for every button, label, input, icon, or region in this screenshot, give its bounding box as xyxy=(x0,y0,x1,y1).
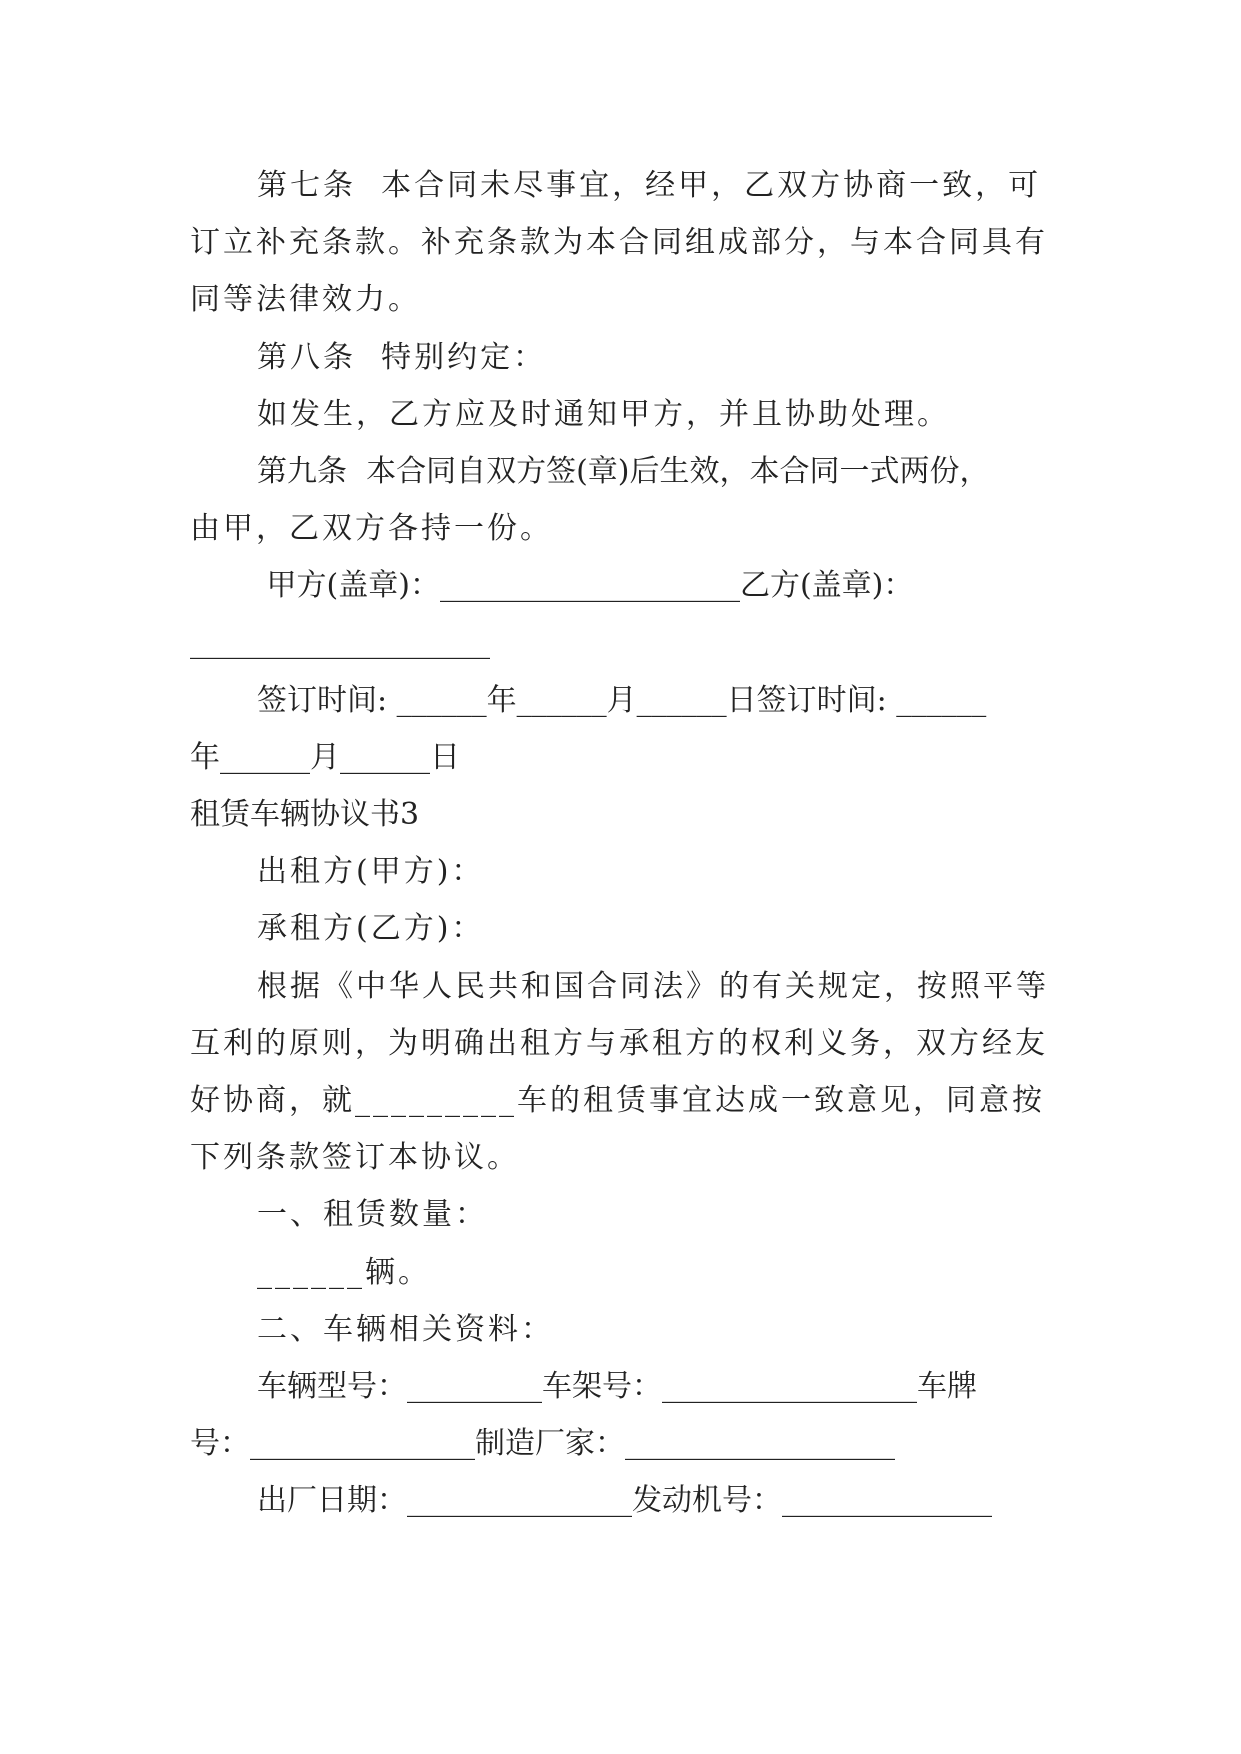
clause-7-line-2: 订立补充条款。补充条款为本合同组成部分，与本合同具有 xyxy=(190,225,1048,260)
clause-7-line-1: 第七条 本合同未尽事宜，经甲，乙双方协商一致，可 xyxy=(257,168,1042,203)
section-2-heading: 二、车辆相关资料： xyxy=(257,1312,554,1347)
vehicle-info-line-1: 车辆型号：_________车架号：_________________车牌 xyxy=(257,1369,977,1404)
preamble-line-3: 好协商，就_________车的租赁事宜达成一致意见，同意按 xyxy=(190,1083,1045,1118)
vehicle-info-line-2: 号：_______________制造厂家：__________________ xyxy=(190,1426,895,1461)
seal-line: 甲方(盖章)：____________________乙方(盖章)： xyxy=(257,568,914,603)
vehicle-count-line: ______辆。 xyxy=(257,1255,431,1290)
signing-date-line-2: 年______月______日 xyxy=(190,740,460,775)
clause-8-heading: 第八条 特别约定： xyxy=(257,340,547,375)
clause-7-line-3: 同等法律效力。 xyxy=(190,282,421,317)
clause-9-line-2: 由甲，乙双方各持一份。 xyxy=(190,511,553,546)
lessor-line: 出租方(甲方)： xyxy=(257,854,485,889)
signing-date-line-1: 签订时间: ______年______月______日签订时间: ______ xyxy=(257,683,987,718)
seal-blank-line: ____________________ xyxy=(190,625,490,660)
section-1-heading: 一、租赁数量： xyxy=(257,1197,488,1232)
lessee-line: 承租方(乙方)： xyxy=(257,911,485,946)
clause-9-line-1: 第九条 本合同自双方签(章)后生效，本合同一式两份， xyxy=(257,454,990,489)
vehicle-info-line-3: 出厂日期：_______________发动机号：______________ xyxy=(257,1483,992,1518)
clause-8-body: 如发生，乙方应及时通知甲方，并且协助处理。 xyxy=(257,397,950,432)
preamble-line-1: 根据《中华人民共和国合同法》的有关规定，按照平等 xyxy=(257,969,1049,1004)
agreement-title: 租赁车辆协议书3 xyxy=(190,797,420,832)
preamble-line-4: 下列条款签订本协议。 xyxy=(190,1140,520,1175)
preamble-line-2: 互利的原则，为明确出租方与承租方的权利义务，双方经友 xyxy=(190,1026,1048,1061)
